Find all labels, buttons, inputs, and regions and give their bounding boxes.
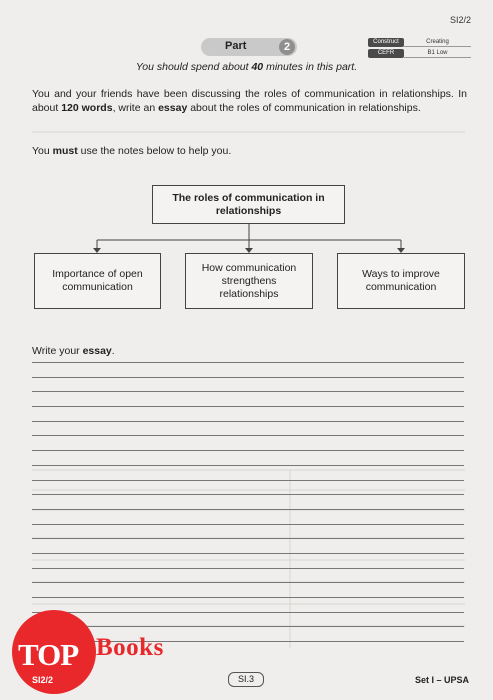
answer-line[interactable] bbox=[32, 597, 464, 598]
answer-line[interactable] bbox=[32, 553, 464, 554]
answer-line[interactable] bbox=[32, 509, 464, 510]
answer-line[interactable] bbox=[32, 568, 464, 569]
page-number: SI.3 bbox=[228, 672, 264, 687]
answer-line[interactable] bbox=[32, 362, 464, 363]
answer-lines[interactable] bbox=[32, 362, 464, 656]
paper-code: SI2/2 bbox=[449, 15, 471, 25]
answer-line[interactable] bbox=[32, 538, 464, 539]
answer-line[interactable] bbox=[32, 421, 464, 422]
answer-line[interactable] bbox=[32, 612, 464, 613]
mindmap-branch: How communication strengthens relationships bbox=[185, 253, 313, 309]
answer-line[interactable] bbox=[32, 524, 464, 525]
task-description: You and your friends have been discussing the roles of communication in relationships. In about 120 words, write an essay about the roles of communication in relationships. bbox=[32, 88, 467, 114]
answer-line[interactable] bbox=[32, 626, 464, 627]
answer-line[interactable] bbox=[32, 377, 464, 378]
set-label: Set I – UPSA bbox=[414, 675, 469, 685]
mindmap-center: The roles of communication in relationships bbox=[152, 185, 345, 224]
mindmap-branch: Ways to improve communication bbox=[337, 253, 465, 309]
answer-line[interactable] bbox=[32, 391, 464, 392]
part-number: 2 bbox=[279, 39, 295, 55]
answer-line[interactable] bbox=[32, 450, 464, 451]
time-note: You should spend about 40 minutes in this part. bbox=[135, 61, 358, 73]
topbooks-logo bbox=[12, 610, 96, 694]
answer-line[interactable] bbox=[32, 465, 464, 466]
answer-line[interactable] bbox=[32, 435, 464, 436]
answer-line[interactable] bbox=[32, 406, 464, 407]
mindmap-branch: Importance of open communication bbox=[34, 253, 161, 309]
skill-value: Creating bbox=[404, 38, 471, 47]
write-prompt: Write your essay. bbox=[32, 345, 115, 357]
answer-line[interactable] bbox=[32, 480, 464, 481]
logo-books-text: Books bbox=[96, 634, 164, 661]
logo-text: TOP bbox=[18, 637, 79, 672]
skill-key: CEFR bbox=[368, 49, 404, 58]
answer-line[interactable] bbox=[32, 494, 464, 495]
logo-paper-code: SI2/2 bbox=[32, 675, 54, 685]
skill-value: B1 Low bbox=[404, 49, 471, 58]
notes-instruction: You must use the notes below to help you. bbox=[32, 145, 232, 157]
skill-key: Construct bbox=[368, 38, 404, 47]
answer-line[interactable] bbox=[32, 582, 464, 583]
part-label: Part bbox=[225, 40, 247, 52]
